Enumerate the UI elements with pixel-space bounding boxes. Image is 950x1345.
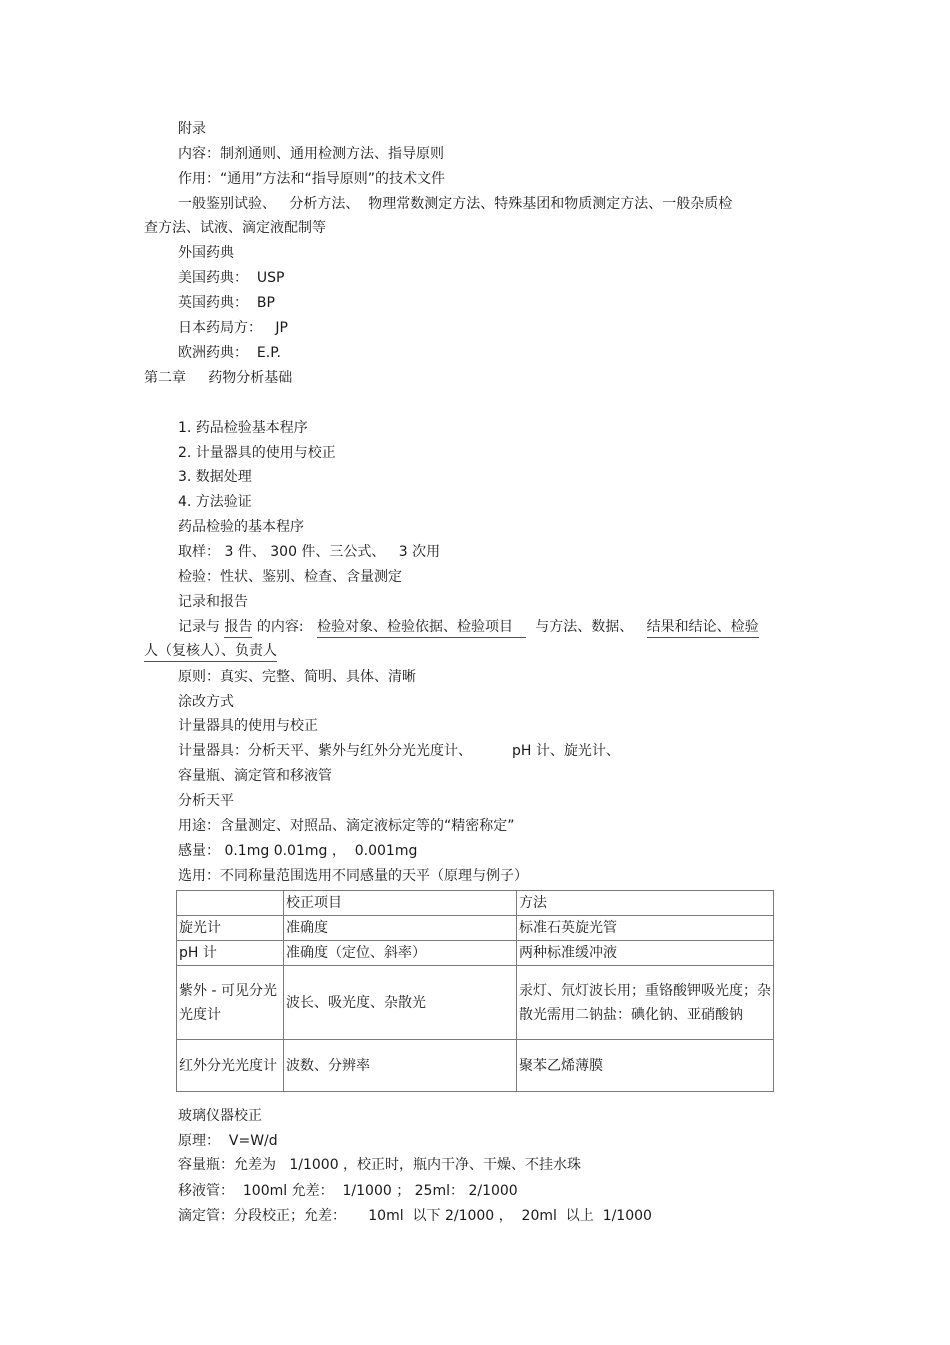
text-line: 用途：含量测定、对照品、滴定液标定等的“精密称定” [178, 818, 515, 834]
table-cell: 波长、吸光度、杂散光 [284, 966, 517, 1040]
text-line: 一般鉴别试验、 分析方法、 物理常数测定方法、特殊基团和物质测定方法、一般杂质检 [178, 196, 733, 212]
table-header-row [177, 891, 774, 916]
text-line: 容量瓶、滴定管和移液管 [178, 768, 332, 784]
text-line: 1. 药品检验基本程序 [178, 420, 308, 436]
table-row [177, 941, 774, 966]
table-cell: 紫外 - 可见分光光度计 [177, 966, 284, 1040]
table-cell: 红外分光光度计 [177, 1040, 284, 1092]
text-segment: 与方法、数据、 [526, 619, 647, 635]
table-cell: 准确度 [284, 916, 517, 941]
table-cell: 两种标准缓冲液 [517, 941, 774, 966]
text-line: 原理： V=W/d [178, 1133, 278, 1149]
underlined-text: 检验对象、检验依据、检验项目 [317, 617, 526, 638]
text-line: 内容：制剂通则、通用检测方法、指导原则 [178, 146, 444, 162]
table-header-cell [177, 891, 284, 916]
text-line: 查方法、试液、滴定液配制等 [144, 220, 326, 236]
text-line: 记录和报告 [178, 594, 248, 610]
table-cell: 汞灯、氘灯波长用；重铬酸钾吸光度；杂散光需用二钠盐：碘化钠、亚硝酸钠 [517, 966, 774, 1040]
table-header-cell: 校正项目 [284, 891, 517, 916]
text-line: 欧洲药典： E.P. [178, 345, 281, 361]
text-line: 滴定管：分段校正；允差： 10ml 以下 2/1000 ， 20ml 以上 1/1000 [178, 1208, 652, 1224]
text-segment: 的内容: [252, 619, 317, 635]
text-line: 第二章 药物分析基础 [144, 370, 293, 386]
text-line: 涂改方式 [178, 694, 234, 710]
text-line: 药品检验的基本程序 [178, 519, 304, 535]
table-cell: 聚苯乙烯薄膜 [517, 1040, 774, 1092]
record-report-line [178, 617, 759, 638]
table-cell: 准确度（定位、斜率） [284, 941, 517, 966]
text-line: 4. 方法验证 [178, 494, 252, 510]
table-cell: pH 计 [177, 941, 284, 966]
table-row [177, 966, 774, 1040]
text-line: 外国药典 [178, 245, 234, 261]
text-line: 2. 计量器具的使用与校正 [178, 445, 336, 461]
text-line: 玻璃仪器校正 [178, 1108, 262, 1124]
text-line: 3. 数据处理 [178, 469, 252, 485]
text-line: 原则：真实、完整、简明、具体、清晰 [178, 669, 416, 685]
text-line: 作用：“通用”方法和“指导原则”的技术文件 [178, 171, 446, 187]
text-line: 检验：性状、鉴别、检查、含量测定 [178, 569, 402, 585]
text-line: 容量瓶：允差为 1/1000 ，校正时，瓶内干净、干燥、不挂水珠 [178, 1157, 582, 1173]
underlined-text: 人（复核人）、负责人 [144, 641, 277, 662]
text-line: 附录 [178, 121, 206, 137]
text-line: 选用：不同称量范围选用不同感量的天平（原理与例子） [178, 868, 528, 884]
record-report-line-continued [144, 641, 277, 662]
text-segment: 记录与 [178, 619, 225, 635]
text-line: 英国药典： BP [178, 295, 275, 311]
text-line: 移液管： 100ml 允差： 1/1000 ； 25ml： 2/1000 [178, 1183, 518, 1199]
text-line: 日本药局方： JP [178, 320, 288, 336]
text-line: 计量器具：分析天平、紫外与红外分光光度计、 pH 计、旋光计、 [178, 743, 620, 759]
underlined-text: 结果和结论、检验 [647, 617, 759, 638]
table-row [177, 916, 774, 941]
text-line: 取样： 3 件、 300 件、三公式、 3 次用 [178, 544, 441, 560]
table-cell: 旋光计 [177, 916, 284, 941]
text-line: 分析天平 [178, 793, 234, 809]
table-cell: 标准石英旋光管 [517, 916, 774, 941]
table-cell: 波数、分辨率 [284, 1040, 517, 1092]
text-line: 感量： 0.1mg 0.01mg ， 0.001mg [178, 843, 418, 859]
text-line: 计量器具的使用与校正 [178, 718, 318, 734]
text-line: 美国药典： USP [178, 270, 285, 286]
calibration-table [176, 890, 774, 1092]
table-row [177, 1040, 774, 1092]
underlined-text: 报告 [224, 617, 252, 638]
table-header-cell: 方法 [517, 891, 774, 916]
